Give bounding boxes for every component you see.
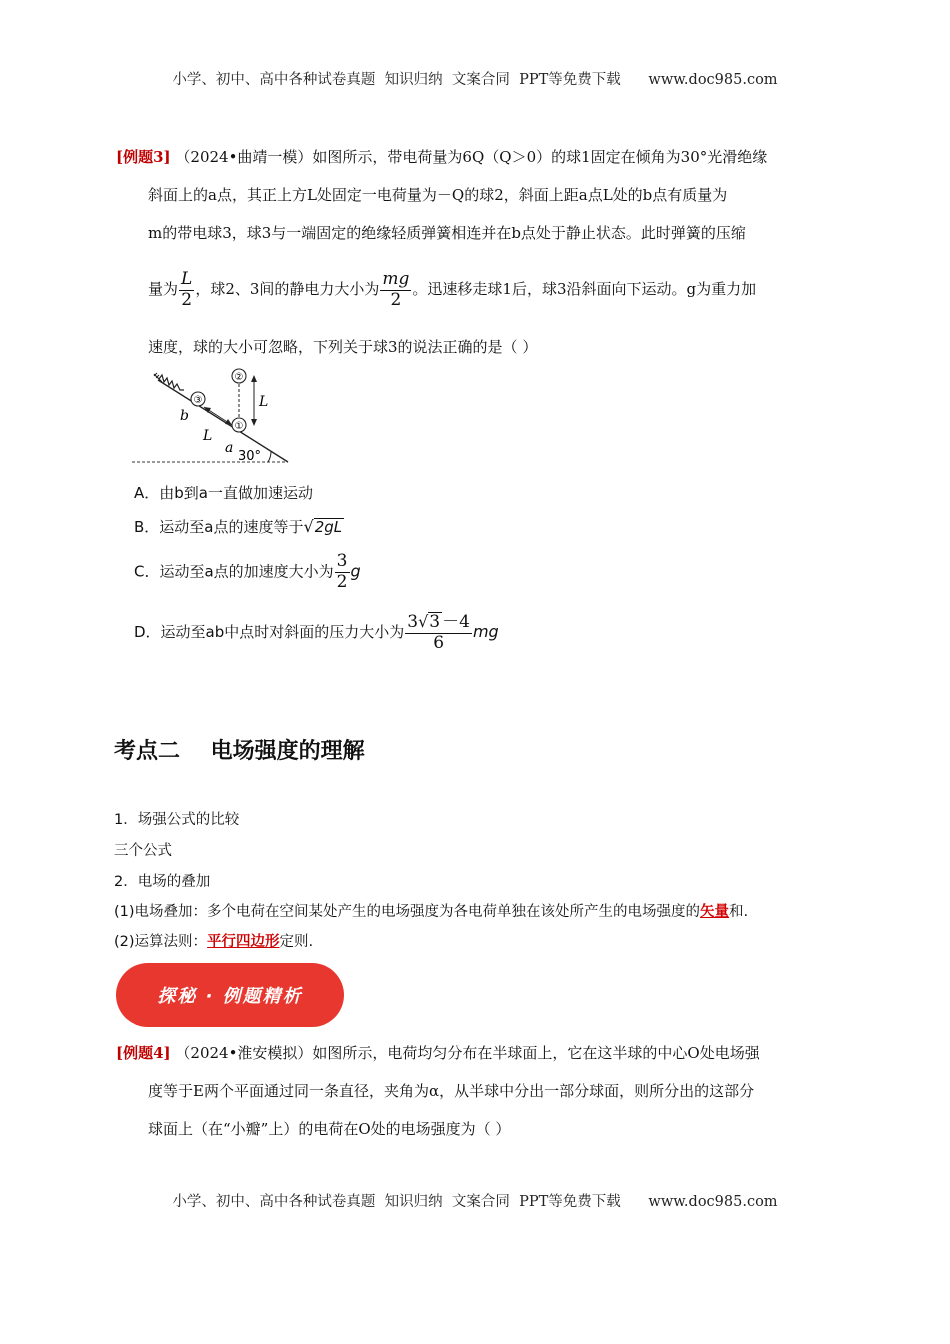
- fraction-denominator: 6: [433, 632, 445, 653]
- example4-text1: （2024•淮安模拟）如图所示，电荷均匀分布在半球面上，它在这半球的中心O处电场强: [170, 1044, 760, 1062]
- example4-line3: 球面上（在“小瓣”上）的电荷在O处的电场强度为（ ）: [148, 1120, 511, 1138]
- example3-text1: （2024•曲靖一模）如图所示，带电荷量为6Q（Q＞0）的球1固定在倾角为30°光滑绝缘: [170, 148, 768, 166]
- option-d-mg: mg: [472, 622, 499, 642]
- example3-tag: [例题3]: [116, 148, 171, 166]
- paragraph-2-end: 定则.: [279, 934, 314, 950]
- option-b: [134, 516, 344, 537]
- example3-text4c: 。迅速移走球1后，球3沿斜面向下运动。g为重力加: [412, 280, 757, 299]
- fraction-denominator: 2: [181, 289, 193, 310]
- angle-arc: [268, 451, 271, 462]
- fraction-denominator: 2: [390, 289, 402, 310]
- paragraph-1-text: (1)电场叠加：多个电荷在空间某处产生的电场强度为各电荷单独在该处所产生的电场强度的: [114, 904, 701, 920]
- fraction-mg-over-2: [380, 270, 411, 310]
- fraction-numerator: mg: [382, 269, 410, 289]
- option-d: [134, 612, 499, 653]
- label-L-vertical: L: [259, 394, 269, 410]
- option-b-radicand: 2gL: [314, 518, 343, 536]
- fraction-denominator: 2: [336, 571, 348, 592]
- option-c-g: g: [350, 561, 361, 581]
- fraction-L-over-2: [179, 270, 194, 310]
- ball-3-label: ③: [193, 395, 203, 406]
- paragraph-1: [114, 900, 748, 921]
- option-c-text: C．运动至a点的加速度大小为: [134, 562, 334, 581]
- page-footer: 小学、初中、高中各种试卷真题 知识归纳 文案合同 PPT等免费下载 www.doc985.com: [172, 1194, 778, 1210]
- fraction-numerator: 3: [336, 551, 348, 571]
- example4-line1: [116, 1042, 760, 1063]
- fraction-d: [405, 612, 472, 653]
- example3-text4a: 量为: [148, 280, 179, 299]
- fraction-numerator: [405, 612, 472, 634]
- fraction-numerator: L: [181, 269, 193, 289]
- incline-figure: [128, 362, 298, 468]
- num-radicand: 3: [429, 612, 441, 632]
- item-1: 1．场强公式的比较: [114, 812, 240, 828]
- paragraph-2-text: (2)运算法则：: [114, 934, 208, 950]
- example3-line2: 斜面上的a点，其正上方L处固定一电荷量为－Q的球2，斜面上距a点L处的b点有质量为: [148, 186, 728, 204]
- item-2: 2．电场的叠加: [114, 874, 211, 890]
- example4-line2: 度等于E两个平面通过同一条直径，夹角为α，从半球中分出一部分球面，则所分出的这部分: [148, 1082, 755, 1100]
- label-b: b: [180, 408, 189, 424]
- example3-line3: m的带电球3，球3与一端固定的绝缘轻质弹簧相连并在b点处于静止状态。此时弹簧的压缩: [148, 224, 746, 242]
- fraction-3-over-2: [335, 552, 350, 592]
- item-1-sub: 三个公式: [114, 843, 172, 859]
- incline-surface: [158, 380, 288, 462]
- angle-label: 30°: [238, 449, 262, 464]
- ball-2-label: ②: [234, 372, 244, 383]
- section-title: 考点二 电场强度的理解: [114, 739, 365, 764]
- option-d-text: D．运动至ab中点时对斜面的压力大小为: [134, 623, 405, 642]
- example3-line1: [116, 146, 767, 167]
- ball-1-label: ①: [234, 421, 244, 432]
- num-minus-4: －4: [442, 612, 470, 632]
- radical-sign: √: [303, 517, 314, 536]
- paragraph-1-end: 和.: [729, 904, 749, 920]
- example-banner: 探秘 · 例题精析: [116, 963, 344, 1027]
- highlight-parallelogram: 平行四边形: [207, 934, 280, 950]
- option-b-text: B．运动至a点的速度等于: [134, 518, 304, 536]
- example3-line4: [148, 270, 756, 310]
- example4-tag: [例题4]: [116, 1044, 171, 1062]
- paragraph-2: [114, 930, 313, 951]
- example3-line5: 速度，球的大小可忽略，下列关于球3的说法正确的是（ ）: [148, 338, 538, 356]
- num-coef: 3: [407, 612, 419, 632]
- option-c: [134, 552, 361, 592]
- label-L-incline: L: [203, 428, 213, 444]
- label-a: a: [225, 440, 234, 456]
- radical-sign: √: [418, 612, 429, 631]
- option-a: A．由b到a一直做加速运动: [134, 484, 313, 502]
- example3-text4b: ，球2、3间的静电力大小为: [195, 280, 380, 299]
- highlight-vector: 矢量: [700, 904, 730, 920]
- page-header: 小学、初中、高中各种试卷真题 知识归纳 文案合同 PPT等免费下载 www.doc985.com: [172, 72, 778, 88]
